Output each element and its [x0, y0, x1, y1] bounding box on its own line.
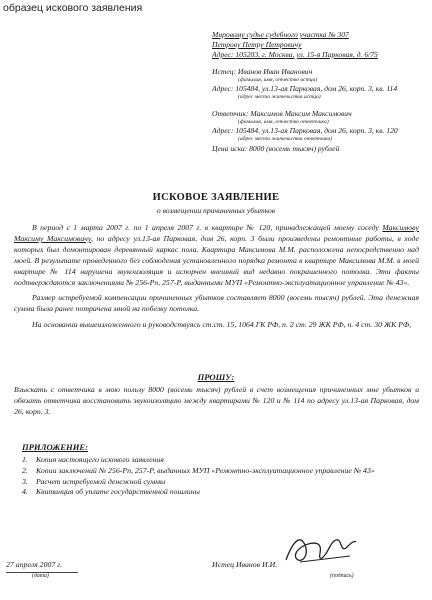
judge-name: Петрову Петру Петровичу — [212, 40, 302, 50]
appendix-item — [22, 487, 422, 498]
plaintiff-address-note: (адрес места жительства истца) — [238, 94, 321, 101]
addressee-block — [212, 30, 427, 154]
appendix-heading: ПРИЛОЖЕНИЕ: — [22, 442, 88, 452]
request-heading: ПРОШУ: — [197, 372, 235, 382]
request-text: Взыскать с ответчика в мою пользу 8000 (восемь тысяч) рублей в счет возмещения причиненных мне убытков и обязать ответчика восстановить звукоизоляцию между квартирами № 120 и № 114 по адресу ул.13-ая Парковая, дом 26, корп. 3. — [14, 385, 419, 417]
appendix-item — [22, 466, 422, 477]
request-body — [14, 384, 419, 417]
document-caption: образец искового заявления — [3, 2, 143, 14]
paragraph-compensation: Размер истребуемой компенсации причиненных убытков составляет 8000 (восемь тысяч) рублей. Эта денежная сумма была ранее потрачена мной на побелку потолка. — [14, 293, 419, 314]
claim-value: Цена иска: 8000 (восемь тысяч) рублей — [212, 143, 340, 153]
appendix-item-number: 3. — [22, 476, 28, 486]
paragraph-text: , по адресу ул.13-ая Парковая, дом 26, корп. 3 были произведены ремонтные работы, в ходе которых был демонтирован деревянный каркас пола. Квартира Максимова М.М. расположена непосредственно над моей. В результате проведенного без соблюдения установленного порядка ремонта в квартире Максимова М.М. в моей квартире № 114 нарушена звукоизоляция и испорчен внешний вид недавно покрашенного потолка. Эти факты подтверждаются заключениями № 256-Рп, 257-Р, выданными МУП «Ремонтно-эксплуатационное управление № 43». — [14, 234, 419, 288]
document-title: ИСКОВОЕ ЗАЯВЛЕНИЕ — [152, 192, 280, 203]
date-caption: (дата) — [32, 573, 49, 579]
appendix-item-number: 4. — [22, 487, 28, 497]
claim-body — [14, 222, 419, 334]
defendant-address: Адрес: 105484, ул.13-ая Парковая, дом 26, корп. 3, кв. 120 — [212, 126, 398, 136]
appendix-item-number: 2. — [22, 465, 28, 475]
appendix-item-text: Квитанция об уплате государственной пошлины — [36, 487, 200, 497]
document-subtitle: о возмещении причиненных убытков — [156, 206, 276, 215]
document-date: 27 апреля 2007 г. — [6, 560, 63, 569]
appendix-item-text: Расчет истребуемой денежной суммы — [36, 476, 166, 486]
court-name: Мировому судье судебного участка № 307 — [212, 30, 349, 39]
appendix-item-number: 1. — [22, 455, 28, 464]
handwritten-signature — [280, 530, 360, 570]
defendant-name-note: (фамилия, имя, отчество ответчика) — [238, 118, 329, 125]
appendix-list — [22, 455, 422, 498]
neighbor-name: Максимову Максиму Максимовичу — [14, 223, 419, 244]
paragraph-text: В период с 1 марта 2007 г. по 1 апреля 2007 г. в квартире № 120, принадлежащей моему соседу — [32, 223, 383, 232]
plaintiff-address: Адрес: 105484, ул.13-ая Парковая, дом 26, корп. 3, кв. 114 — [212, 84, 398, 94]
defendant-address-note: (адрес места жительства ответчика) — [238, 136, 333, 143]
signature-caption: (подпись) — [330, 573, 354, 579]
plaintiff-name: Истец: Иванов Иван Иванович — [212, 67, 313, 77]
defendant-name: Ответчик: Максимов Максим Максимович — [212, 108, 352, 118]
appendix-item-text: Копии заключений № 256-Рп, 257-Р, выданных МУП «Ремонтно-эксплуатационное управление № 43» — [36, 465, 375, 475]
signer-name: Истец Иванов И.И. — [212, 560, 278, 569]
appendix-item-text: Копия настоящего искового заявления — [36, 455, 164, 464]
paragraph-legal-basis: На основании вышеизложенного и руководствуясь ст.ст. 15, 1064 ГК РФ, п. 2 ст. 29 ЖК РФ, п. 4 ст. 30 ЖК РФ, — [32, 319, 412, 329]
appendix-item — [22, 477, 422, 488]
appendix-item — [22, 455, 422, 466]
paragraph-circumstances — [14, 222, 419, 288]
plaintiff-name-note: (фамилия, имя, отчество истца) — [238, 77, 318, 84]
court-address: Адрес: 105203, г. Москва, ул. 15-я Парковая, д. 6/75 — [212, 50, 378, 60]
